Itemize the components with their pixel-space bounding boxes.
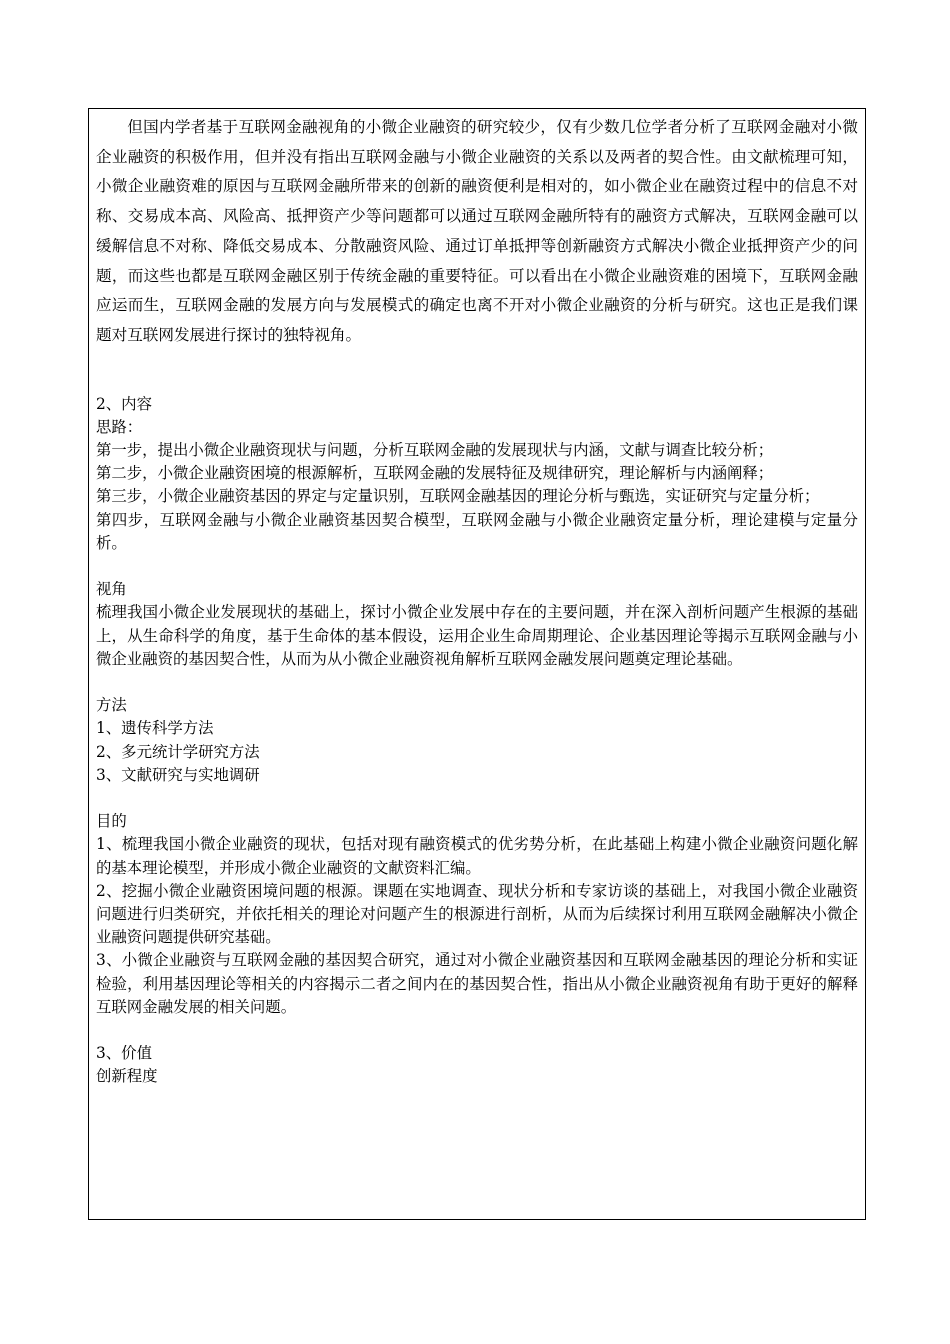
step-item: 第三步，小微企业融资基因的界定与定量识别，互联网金融基因的理论分析与甄选，实证研究与定量分析； xyxy=(96,487,820,506)
method-label: 方法 xyxy=(96,696,127,715)
purpose-label: 目的 xyxy=(96,812,127,831)
purpose-item: 3、小微企业融资与互联网金融的基因契合研究，通过对小微企业融资基因和互联网金融基因的理论分析和实证检验，利用基因理论等相关的内容揭示二者之间内在的基因契合性，指出从小微企业融资视角有助于更好的解释互联网金融发展的相关问题。 xyxy=(96,951,858,1016)
document-table-cell xyxy=(88,108,866,1220)
section-heading-value: 3、价值 xyxy=(96,1044,152,1063)
intro-paragraph: 但国内学者基于互联网金融视角的小微企业融资的研究较少，仅有少数几位学者分析了互联网金融对小微企业融资的积极作用，但并没有指出互联网金融与小微企业融资的关系以及两者的契合性。由文献梳理可知，小微企业融资难的原因与互联网金融所带来的创新的融资便利是相对的，如小微企业在融资过程中的信息不对称、交易成本高、风险高、抵押资产少等问题都可以通过互联网金融所特有的融资方式解决，互联网金融可以缓解信息不对称、降低交易成本、分散融资风险、通过订单抵押等创新融资方式解决小微企业抵押资产少的问题，而这些也都是互联网金融区别于传统金融的重要特征。可以看出在小微企业融资难的困境下，互联网金融应运而生，互联网金融的发展方向与发展模式的确定也离不开对小微企业融资的分析与研究。这也正是我们课题对互联网发展进行探讨的独特视角。 xyxy=(96,118,858,344)
perspective-label: 视角 xyxy=(96,580,127,599)
content-section xyxy=(96,393,858,1089)
blank-line xyxy=(96,555,858,578)
method-item: 1、遗传科学方法 xyxy=(96,719,214,738)
method-item: 3、文献研究与实地调研 xyxy=(96,765,260,784)
step-item: 第一步，提出小微企业融资现状与问题，分析互联网金融的发展现状与内涵，文献与调查比较分析； xyxy=(96,441,774,460)
innovation-label: 创新程度 xyxy=(96,1067,158,1086)
section-heading-content: 2、内容 xyxy=(96,394,152,413)
spacer xyxy=(96,351,858,393)
blank-line xyxy=(96,1019,858,1042)
thought-label: 思路： xyxy=(96,417,143,436)
step-item: 第四步，互联网金融与小微企业融资基因契合模型，互联网金融与小微企业融资定量分析，理论建模与定量分析。 xyxy=(96,510,858,552)
purpose-item: 1、梳理我国小微企业融资的现状，包括对现有融资模式的优劣势分析，在此基础上构建小微企业融资问题化解的基本理论模型，并形成小微企业融资的文献资料汇编。 xyxy=(96,835,858,877)
method-item: 2、多元统计学研究方法 xyxy=(96,742,260,761)
purpose-item: 2、挖掘小微企业融资困境问题的根源。课题在实地调查、现状分析和专家访谈的基础上，对我国小微企业融资问题进行归类研究，并依托相关的理论对问题产生的根源进行剖析，从而为后续探讨利用互联网金融解决小微企业融资问题提供研究基础。 xyxy=(96,881,858,947)
blank-line xyxy=(96,787,858,810)
blank-line xyxy=(96,671,858,694)
step-item: 第二步，小微企业融资困境的根源解析，互联网金融的发展特征及规律研究，理论解析与内涵阐释； xyxy=(96,464,774,483)
perspective-text: 梳理我国小微企业发展现状的基础上，探讨小微企业发展中存在的主要问题，并在深入剖析问题产生根源的基础上，从生命科学的角度，基于生命体的基本假设，运用企业生命周期理论、企业基因理论等揭示互联网金融与小微企业融资的基因契合性，从而为从小微企业融资视角解析互联网金融发展问题奠定理论基础。 xyxy=(96,603,858,668)
